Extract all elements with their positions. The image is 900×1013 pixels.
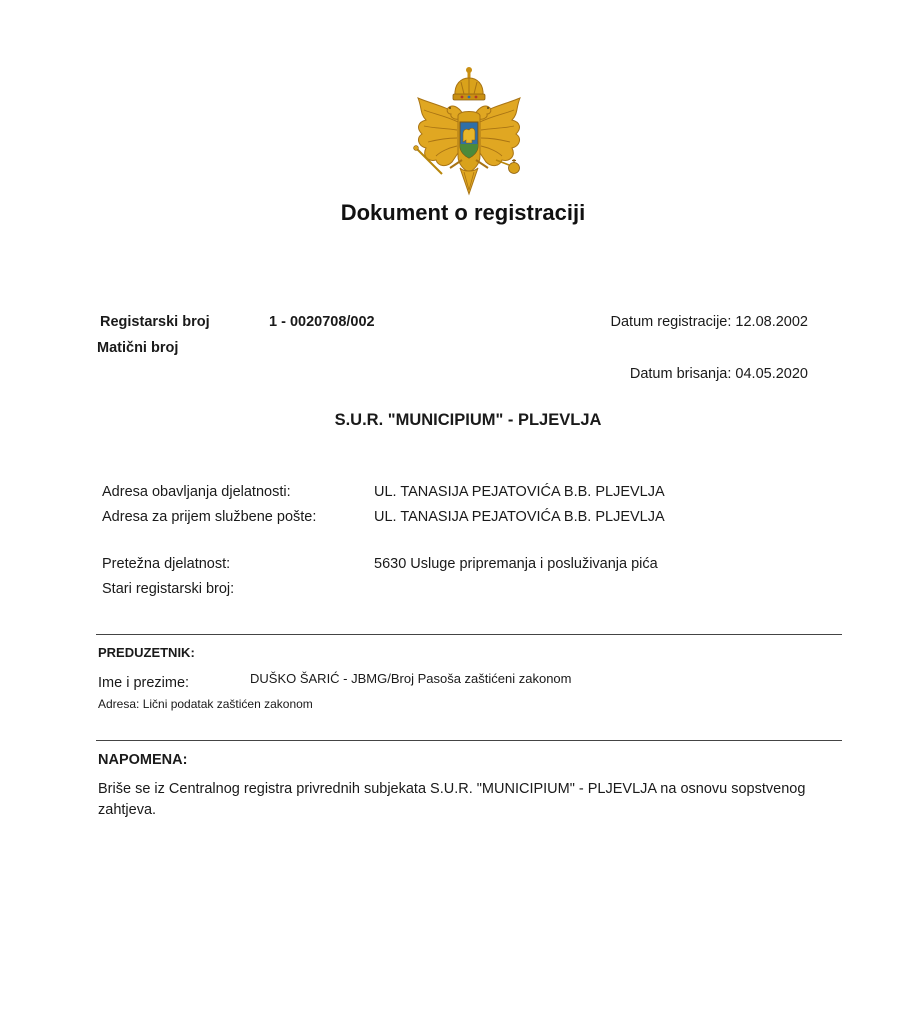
- entrepreneur-name-value: DUŠKO ŠARIĆ - JBMG/Broj Pasoša zaštićeni zakonom: [250, 671, 572, 686]
- document-title: Dokument o registraciji: [340, 200, 586, 225]
- entrepreneur-name-label: Ime i prezime:: [98, 675, 190, 691]
- entrepreneur-section-label: PREDUZETNIK:: [98, 645, 195, 660]
- divider: [96, 740, 842, 741]
- reg-number-label: Registarski broj: [100, 314, 210, 330]
- orb-icon: [496, 159, 520, 174]
- divider: [96, 634, 842, 635]
- address-value: UL. TANASIJA PEJATOVIĆA B.B. PLJEVLJA: [374, 484, 665, 500]
- activity-label: Pretežna djelatnost:: [102, 556, 231, 572]
- coat-of-arms-icon: [410, 64, 528, 200]
- address-label: Adresa obavljanja djelatnosti:: [102, 484, 291, 500]
- note-section-label: NAPOMENA:: [98, 752, 188, 768]
- reg-date-value: 12.08.2002: [735, 314, 808, 330]
- note-text: Briše se iz Centralnog registra privrednih subjekata S.U.R. "MUNICIPIUM" - PLJEVLJA na osnovu sopstvenog zahtjeva.: [98, 781, 806, 818]
- mail-address-label: Adresa za prijem službene pošte:: [102, 509, 317, 525]
- delete-date: [630, 366, 808, 382]
- delete-date-value: 04.05.2020: [735, 366, 808, 382]
- activity-value: 5630 Usluge pripremanja i posluživanja pića: [374, 556, 658, 572]
- old-reg-label: Stari registarski broj:: [102, 581, 235, 597]
- company-name: S.U.R. "MUNICIPIUM" - PLJEVLJA: [334, 411, 602, 429]
- reg-number-value: 1 - 0020708/002: [269, 314, 375, 330]
- reg-date: [611, 314, 808, 330]
- mail-address-value: UL. TANASIJA PEJATOVIĆA B.B. PLJEVLJA: [374, 509, 665, 525]
- reg-date-label: Datum registracije:: [610, 314, 732, 330]
- maticni-label: Matični broj: [97, 340, 179, 356]
- crown-icon: [453, 67, 485, 100]
- delete-date-label: Datum brisanja:: [629, 366, 732, 382]
- entrepreneur-address: Adresa: Lični podatak zaštićen zakonom: [98, 697, 313, 711]
- shield-icon: [460, 122, 478, 158]
